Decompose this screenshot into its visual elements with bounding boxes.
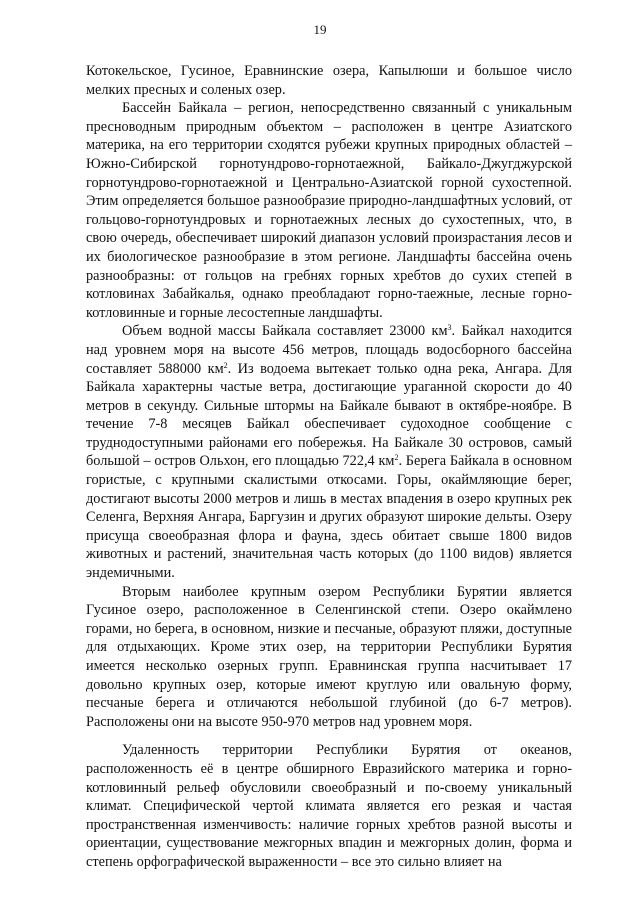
text-run: . Берега Байкала в основном гористые, с крупными скалистыми откосами. Горы, окаймляющие берег, достигают высоты 2000 метров и лишь в местах впадения в озеро крупных рек Селенга, Верхняя Ангара, Баргузин и других образуют широкие дельты. Озеру присуща своеобразная флора и фауна, здесь обитает свыше 1800 видов животных и растений, значительная часть которых (до 1100 видов) является эндемичными. bbox=[86, 453, 572, 582]
text-run: . Из водоема вытекает только одна река, Ангара. Для Байкала характерны частые ветра, достигающие ураганной скорости до 40 метров в секунду. Сильные штормы на Байкале бывают в октябре-ноябре. В течение 7-8 месяцев Байкал обеспечивает судоходное сообщение с труднодоступными районами его побережья. На Байкале 30 островов, самый большой – остров Ольхон, его площадью 722,4 км bbox=[86, 360, 572, 470]
paragraph-gusinoe-lake: Вторым наиболее крупным озером Республики Бурятии является Гусиное озеро, расположенное в Селенгинской степи. Озеро окаймлено горами, но берега, в основном, низкие и песчаные, образуют пляжи, доступные для отдыхающих. Кроме этих озер, на территории Республики Бурятия имеется несколько озерных групп. Еравнинская группа насчитывает 17 довольно крупных озер, которые имеют круглую или овальную форму, песчаные берега и отличаются небольшой глубиной (до 6-7 метров). Расположены они на высоте 950-970 метров над уровнем моря. bbox=[86, 583, 572, 730]
text-run: Объем водной массы Байкала составляет 23000 км bbox=[122, 323, 448, 340]
superscript: 2 bbox=[223, 360, 228, 370]
superscript: 3 bbox=[447, 323, 452, 333]
document-body bbox=[86, 62, 572, 872]
paragraph-baikal-water-volume bbox=[86, 322, 572, 582]
text-run: . Байкал находится над уровнем моря на высоте 456 метров, площадь водосборного бассейна составляет 588000 км bbox=[86, 323, 572, 377]
paragraph-continuation: Котокельское, Гусиное, Еравнинские озера, Капылюши и большое число мелких пресных и соленых озер. bbox=[86, 63, 572, 98]
page-number: 19 bbox=[313, 22, 327, 37]
paragraph-baikal-basin: Бассейн Байкала – регион, непосредственно связанный с уникальным пресноводным природным объектом – расположен в центре Азиатского материка, на его территории сходятся рубежи крупных природных областей – Южно-Сибирской горнотундрово-горнотаежной, Байкало-Джугджурской горнотундрово-горнотаежной и Центрально-Азиатской горной сухостепной. Этим определяется большое разнообразие природно-ландшафтных условий, от гольцово-горнотундровых и горнотаежных лесных до сухостепных, что, в свою очередь, обеспечивает широкий диапазон условий произрастания лесов и их биологическое разнообразие в этом регионе. Ландшафты бассейна очень разнообразны: от гольцов на гребнях горных хребтов до сухих степей в котловинах Забайкалья, однако преобладают горно-таежные, лесные горно-котловинные и горные лесостепные ландшафты. bbox=[86, 100, 572, 321]
superscript: 2 bbox=[394, 453, 399, 463]
paragraph-climate: Удаленность территории Республики Бурятия от океанов, расположенность её в центре обширного Евразийского материка и горно-котловинный рельеф обусловили своеобразный и по-своему уникальный климат. Специфической чертой климата является его резкая и частая пространственная изменчивость: наличие горных хребтов разной высоты и ориентации, существование межгорных впадин и межгорных долин, форма и степень орфографической выраженности – все это сильно влияет на bbox=[86, 742, 572, 870]
